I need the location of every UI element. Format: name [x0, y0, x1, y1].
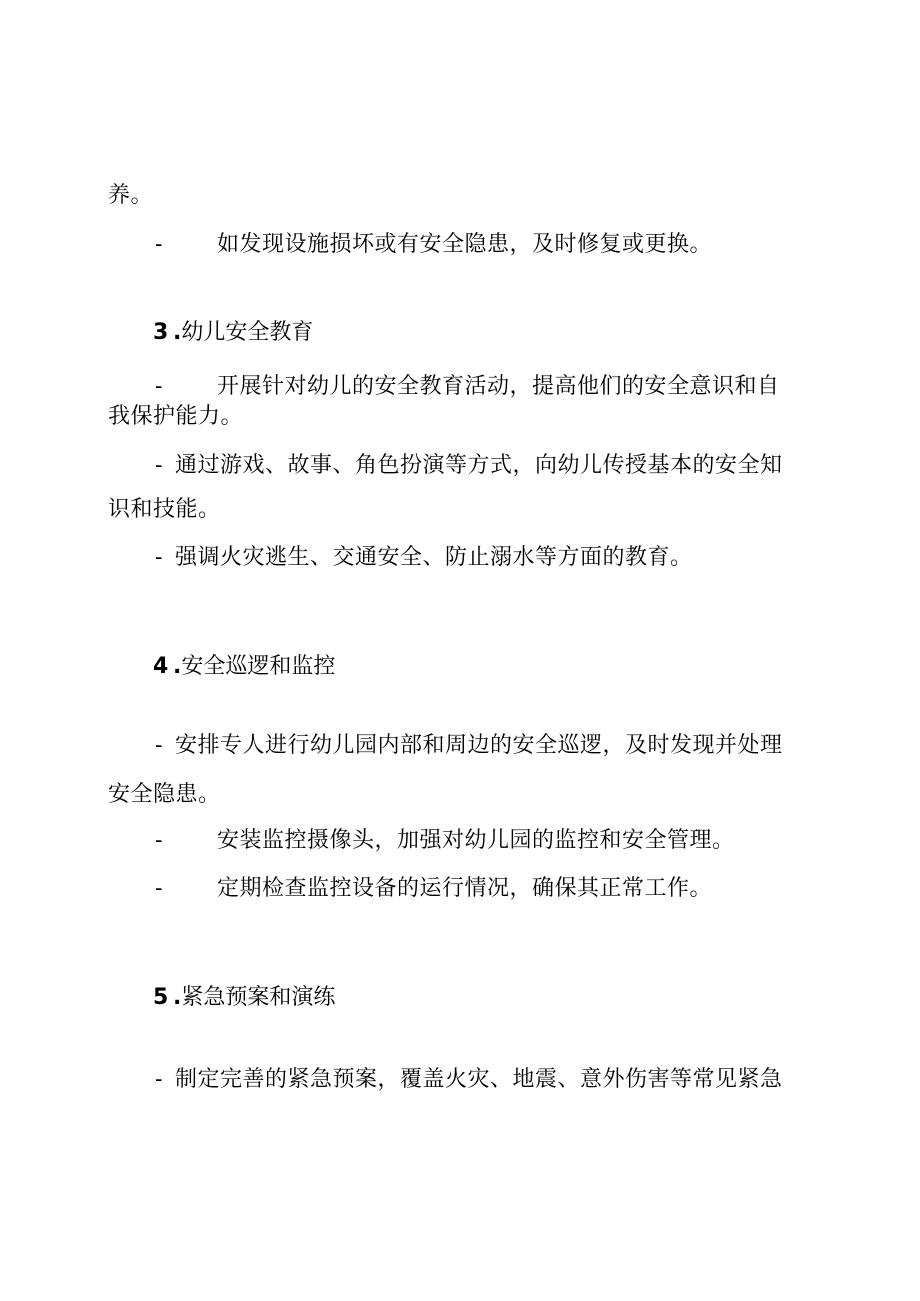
- section-title: 紧急预案和演练: [181, 985, 336, 1010]
- list-item: [155, 731, 783, 761]
- list-item-text: 安装监控摄像头，加强对幼儿园的监控和安全管理。: [217, 828, 735, 853]
- list-item-text: 安排专人进行幼儿园内部和周边的安全巡逻，及时发现并处理: [175, 733, 783, 758]
- bullet-dash: -: [155, 1067, 163, 1092]
- paragraph-continuation: [108, 181, 153, 211]
- list-item-wrap: [108, 402, 243, 432]
- list-item-text: 如发现设施损坏或有安全隐患，及时修复或更换。: [217, 232, 713, 257]
- list-item-text: 我保护能力。: [108, 404, 244, 429]
- list-item-text: 识和技能。: [108, 497, 221, 522]
- bullet-dash: -: [155, 453, 163, 478]
- bullet-dash: -: [155, 374, 163, 399]
- list-item-text: 强调火灾逃生、交通安全、防止溺水等方面的教育。: [175, 545, 693, 570]
- bullet-dash: -: [155, 733, 163, 758]
- list-item: [155, 451, 783, 481]
- list-item: [155, 230, 712, 260]
- section-dot: .: [173, 985, 182, 1010]
- section-title: 幼儿安全教育: [181, 320, 314, 345]
- section-heading: [153, 318, 313, 348]
- list-item-text: 定期检查监控设备的运行情况，确保其正常工作。: [217, 876, 713, 901]
- list-item-wrap: [108, 495, 221, 525]
- section-number: 5: [153, 985, 169, 1010]
- list-item: [155, 1065, 783, 1095]
- section-title: 安全巡逻和监控: [181, 654, 336, 679]
- list-item-text: 开展针对幼儿的安全教育活动，提高他们的安全意识和自: [217, 374, 780, 399]
- bullet-dash: -: [155, 876, 163, 901]
- section-heading: [153, 652, 335, 682]
- bullet-dash: -: [155, 828, 163, 853]
- continuation-text: 养。: [108, 183, 154, 208]
- section-number: 3: [153, 320, 169, 345]
- list-item: [155, 826, 735, 856]
- list-item-text: 通过游戏、故事、角色扮演等方式，向幼儿传授基本的安全知: [175, 453, 783, 478]
- list-item: [155, 543, 693, 573]
- list-item-text: 安全隐患。: [108, 782, 221, 807]
- bullet-dash: -: [155, 545, 163, 570]
- section-heading: [153, 983, 335, 1013]
- section-dot: .: [173, 654, 182, 679]
- section-dot: .: [173, 320, 182, 345]
- list-item: [155, 874, 712, 904]
- section-number: 4: [153, 654, 169, 679]
- bullet-dash: -: [155, 232, 163, 257]
- list-item-wrap: [108, 780, 221, 810]
- list-item-text: 制定完善的紧急预案，覆盖火灾、地震、意外伤害等常见紧急: [175, 1067, 783, 1092]
- list-item: [155, 372, 780, 402]
